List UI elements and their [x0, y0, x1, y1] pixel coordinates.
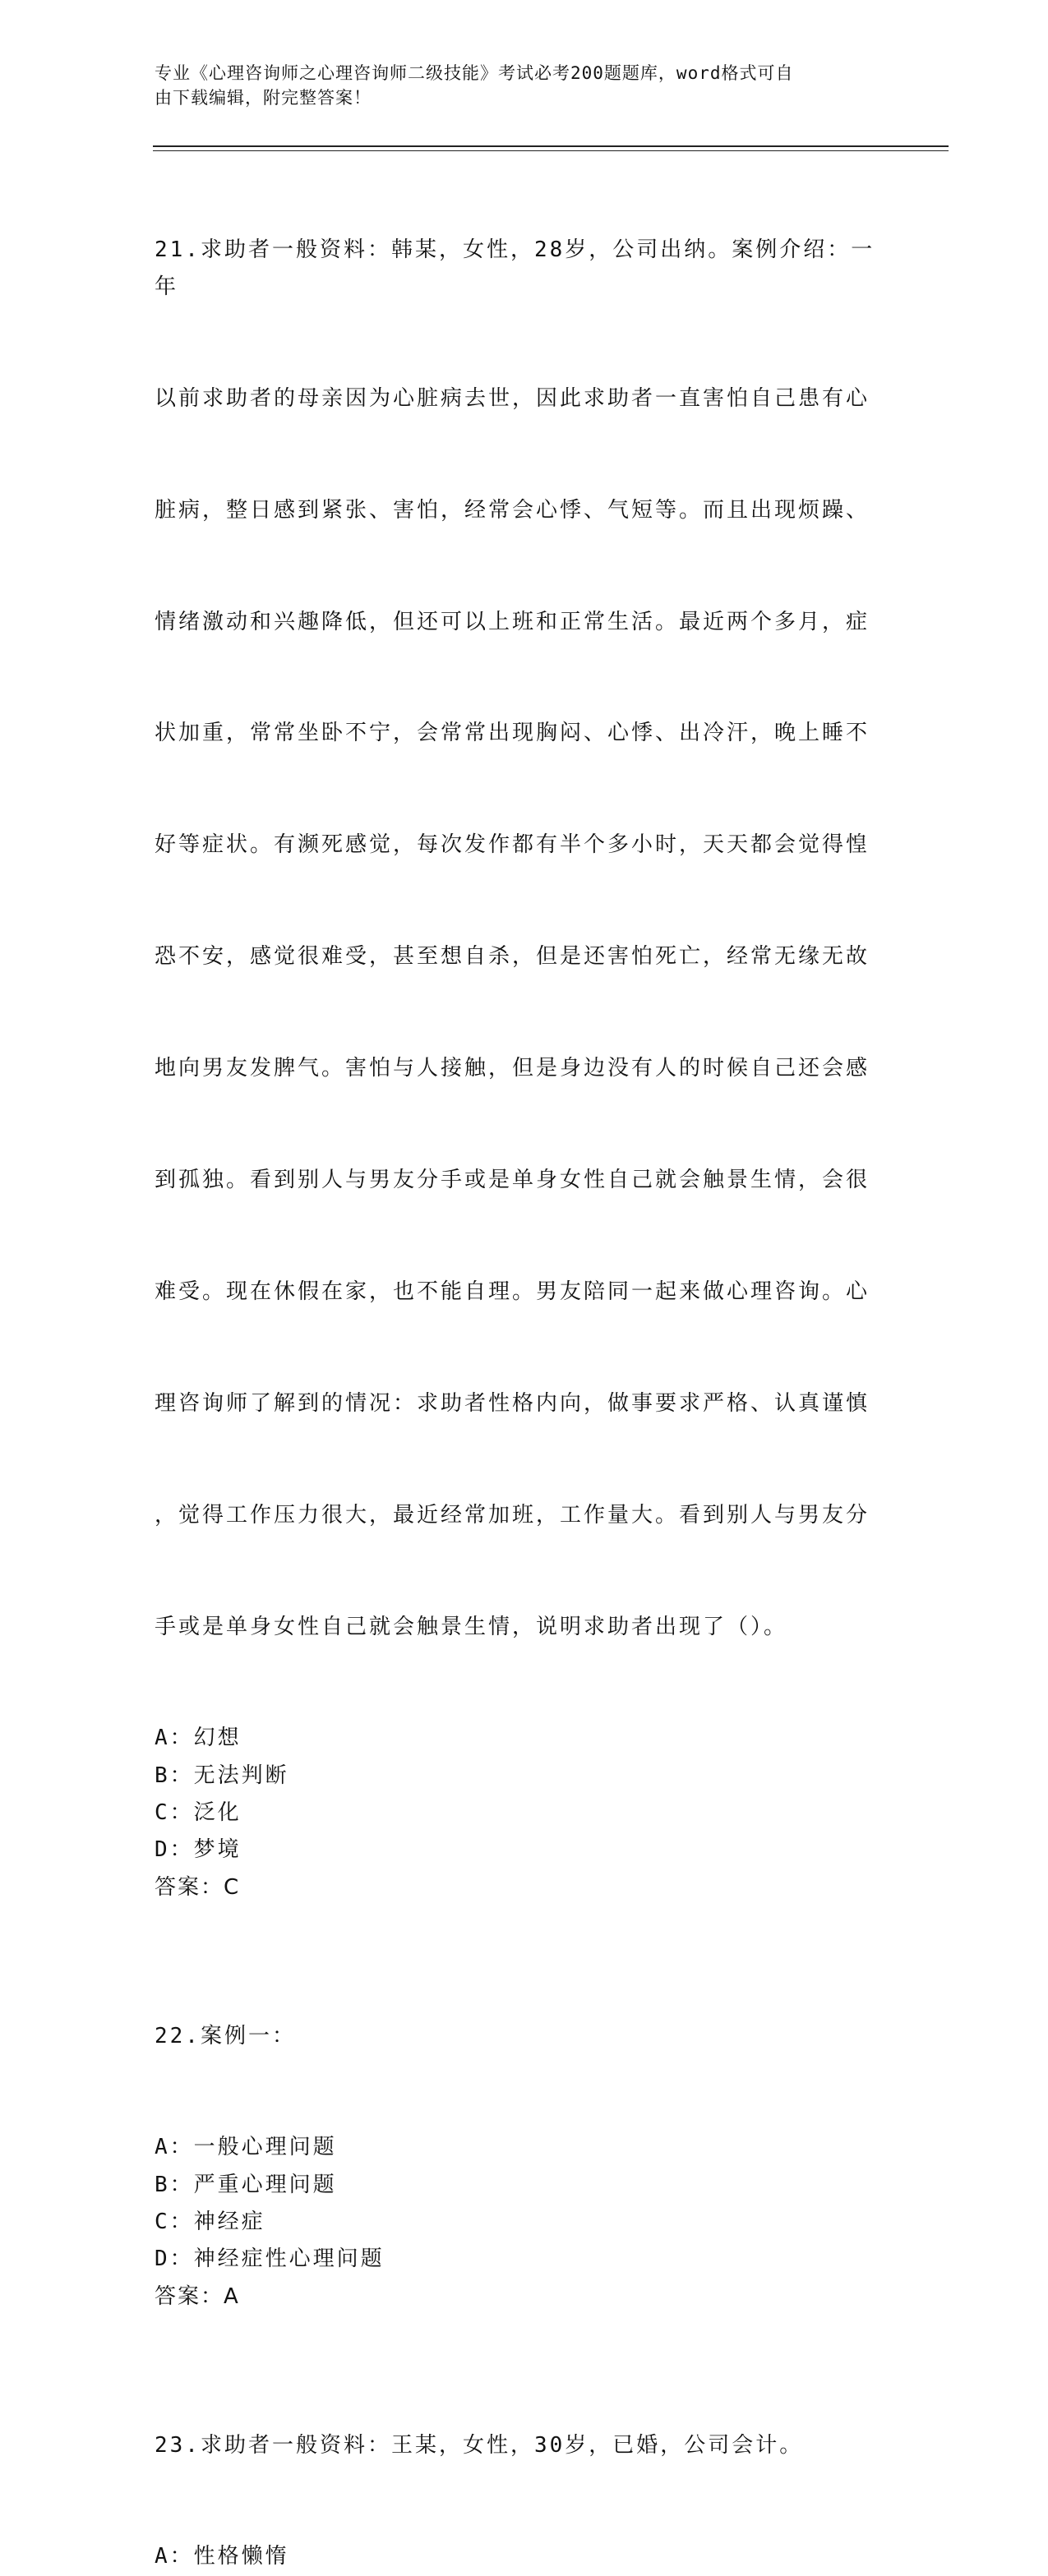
option-d: D：梦境: [155, 1837, 242, 1863]
option-d: D：神经症性心理问题: [155, 2247, 385, 2272]
stem-line: 以前求助者的母亲因为心脏病去世，因此求助者一直害怕自己患有心: [155, 385, 870, 411]
header-divider-thin: [153, 150, 949, 151]
question-list: [155, 157, 976, 2576]
header-line-1: 专业《心理咨询师之心理咨询师二级技能》考试必考200题题库，word格式可自: [155, 63, 794, 83]
option-a: A：一般心理问题: [155, 2135, 337, 2160]
document-header: [155, 61, 878, 110]
question-21: [155, 157, 976, 1906]
stem-line: 21.求助者一般资料：韩某，女性，28岁，公司出纳。案例介绍：一年: [155, 237, 875, 299]
stem-line: 22.案例一：: [155, 2023, 296, 2048]
question-spacer: [155, 2316, 976, 2353]
stem-line: 地向男友发脾气。害怕与人接触，但是身边没有人的时候自己还会感: [155, 1056, 870, 1081]
stem-line: 理咨询师了解到的情况：求助者性格内向，做事要求严格、认真谨慎: [155, 1390, 870, 1416]
option-a: A：幻想: [155, 1726, 242, 1751]
question-stem: [155, 2353, 894, 2538]
answer-line: 答案：C: [155, 1874, 241, 1900]
stem-line: ，觉得工作压力很大，最近经常加班，工作量大。看到别人与男友分: [155, 1502, 870, 1528]
stem-line: 手或是单身女性自己就会触景生情，说明求助者出现了（）。: [155, 1614, 788, 1639]
option-c: C：神经症: [155, 2210, 265, 2235]
stem-line: 23.求助者一般资料：王某，女性，30岁，已婚，公司会计。: [155, 2432, 804, 2458]
header-divider-thick: [153, 145, 949, 147]
question-22: [155, 1943, 976, 2316]
stem-line: 难受。现在休假在家，也不能自理。男友陪同一起来做心理咨询。心: [155, 1279, 870, 1304]
header-line-2: 由下载编辑，附完整答案！: [155, 88, 372, 108]
option-a: A：性格懒惰: [155, 2544, 289, 2569]
question-stem: [155, 1943, 894, 2129]
option-c: C：泛化: [155, 1800, 242, 1826]
stem-line: 情绪激动和兴趣降低，但还可以上班和正常生活。最近两个多月，症: [155, 609, 870, 634]
stem-line: 到孤独。看到别人与男友分手或是单身女性自己就会触景生情，会很: [155, 1168, 870, 1193]
stem-line: 脏病，整日感到紧张、害怕，经常会心悸、气短等。而且出现烦躁、: [155, 497, 870, 523]
stem-line: 好等症状。有濒死感觉，每次发作都有半个多小时，天天都会觉得惶: [155, 832, 870, 858]
option-b: B：严重心理问题: [155, 2172, 337, 2197]
answer-line: 答案：A: [155, 2283, 240, 2309]
question-stem: [155, 157, 894, 1720]
stem-line: 状加重，常常坐卧不宁，会常常出现胸闷、心悸、出冷汗，晚上睡不: [155, 721, 870, 746]
option-b: B：无法判断: [155, 1763, 289, 1788]
question-spacer: [155, 1906, 976, 1943]
question-23: [155, 2353, 976, 2576]
stem-line: 恐不安，感觉很难受，甚至想自杀，但是还害怕死亡，经常无缘无故: [155, 944, 870, 970]
